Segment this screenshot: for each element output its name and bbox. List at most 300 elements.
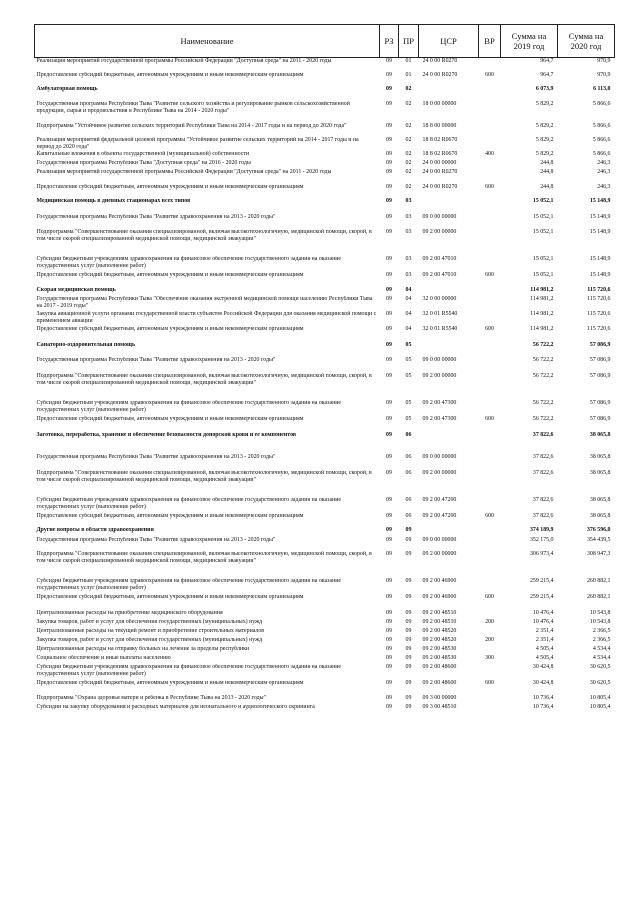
table-row xyxy=(35,578,615,594)
cell-name: Предоставление субсидий бюджетным, автономным учреждениям и иным некоммерческим организациям xyxy=(36,326,304,332)
cell-sum-2019: 114 981,2 xyxy=(530,311,554,317)
cell-name: Капитальные вложения в объекты государственной (муниципальной) собственности xyxy=(36,151,250,157)
cell-rz: 09 xyxy=(386,373,392,379)
cell-rz: 09 xyxy=(386,695,392,701)
cell-pr: 02 xyxy=(405,169,412,175)
cell-vr xyxy=(479,497,501,513)
cell-csr: 09 2 00 48510 xyxy=(422,610,457,616)
table-row xyxy=(35,416,615,432)
table-row xyxy=(35,101,615,123)
cell-vr xyxy=(479,527,501,537)
table-row xyxy=(35,357,615,373)
cell-vr xyxy=(479,169,501,184)
cell-pr: 03 xyxy=(405,198,412,204)
header-rz: РЗ xyxy=(380,25,399,58)
cell-sum-2019: 244,8 xyxy=(540,169,554,175)
cell-rz: 09 xyxy=(386,680,392,686)
cell-vr: 600 xyxy=(485,594,494,600)
cell-pr: 02 xyxy=(405,151,412,157)
cell-sum-2020: 115 720,6 xyxy=(587,326,611,332)
cell-rz: 09 xyxy=(386,86,392,92)
cell-pr: 06 xyxy=(405,432,412,438)
cell-vr xyxy=(479,58,501,73)
cell-csr: 09 3 00 00000 xyxy=(422,695,457,701)
table-row xyxy=(35,296,615,311)
cell-vr: 600 xyxy=(485,72,494,78)
cell-vr: 600 xyxy=(485,272,494,278)
cell-sum-2020: 57 086,9 xyxy=(589,373,611,379)
cell-sum-2019: 259 215,4 xyxy=(529,594,554,600)
cell-csr: 09 2 00 47200 xyxy=(422,497,457,503)
cell-rz: 09 xyxy=(386,578,392,584)
cell-sum-2019: 30 424,8 xyxy=(532,664,554,670)
cell-pr: 09 xyxy=(405,680,412,686)
cell-sum-2019: 37 822,6 xyxy=(532,470,554,476)
cell-name: Государственная программа Республики Тыва "Развитие здравоохранения на 2013 - 2020 годы" xyxy=(36,537,276,543)
table-row xyxy=(35,610,615,619)
cell-rz: 09 xyxy=(386,101,392,107)
cell-pr: 09 xyxy=(405,695,412,701)
cell-pr: 05 xyxy=(405,357,412,363)
cell-rz: 09 xyxy=(386,214,392,220)
cell-sum-2019: 15 052,1 xyxy=(532,256,554,262)
cell-csr: 09 2 00 46900 xyxy=(422,578,457,584)
cell-vr xyxy=(479,229,501,256)
cell-vr: 200 xyxy=(485,637,494,643)
cell-csr: 09 2 00 00000 xyxy=(422,551,457,557)
cell-sum-2020: 246,3 xyxy=(597,184,611,190)
cell-sum-2020: 2 366,5 xyxy=(592,628,611,634)
table-row xyxy=(35,160,615,169)
table-row xyxy=(35,272,615,287)
cell-sum-2019: 10 476,4 xyxy=(532,619,554,625)
table-row xyxy=(35,637,615,646)
budget-table xyxy=(34,24,615,719)
cell-name: Социальное обеспечение и иные выплаты населению xyxy=(36,655,171,661)
cell-vr: 300 xyxy=(485,655,494,661)
cell-sum-2019: 114 981,2 xyxy=(530,326,554,332)
table-row xyxy=(35,72,615,86)
table-row xyxy=(35,664,615,680)
cell-name: Закупка товаров, работ и услуг для обеспечения государственных (муниципальных) нужд xyxy=(36,637,263,643)
cell-vr xyxy=(479,198,501,214)
cell-csr: 18 8 02 R0670 xyxy=(422,137,458,143)
cell-rz: 09 xyxy=(386,160,392,166)
cell-vr: 400 xyxy=(485,151,494,157)
cell-vr: 600 xyxy=(485,184,494,190)
cell-sum-2019: 15 052,1 xyxy=(532,198,554,204)
cell-sum-2019: 5 829,2 xyxy=(535,123,554,129)
cell-sum-2019: 259 215,4 xyxy=(529,578,554,584)
table-row xyxy=(35,537,615,551)
cell-sum-2019: 2 351,4 xyxy=(535,628,554,634)
cell-sum-2019: 4 505,4 xyxy=(535,655,554,661)
cell-pr: 03 xyxy=(405,214,412,220)
cell-rz: 09 xyxy=(386,256,392,262)
cell-sum-2020: 15 148,9 xyxy=(589,229,611,235)
cell-sum-2019: 244,8 xyxy=(540,160,554,166)
cell-sum-2019: 2 351,4 xyxy=(535,637,554,643)
cell-name: Подпрограмма "Охрана здоровья матери и ребенка в Республике Тыва на 2013 - 2020 годы" xyxy=(36,695,267,701)
cell-csr xyxy=(419,86,479,101)
cell-rz: 09 xyxy=(386,311,392,317)
cell-sum-2020: 376 596,0 xyxy=(586,527,611,533)
cell-csr: 09 2 00 47010 xyxy=(422,272,457,278)
cell-pr: 09 xyxy=(405,578,412,584)
cell-name: Государственная программа Республики Тыва "Развитие здравоохранения на 2013 - 2020 годы" xyxy=(36,214,276,220)
cell-vr xyxy=(479,256,501,272)
table-row xyxy=(35,342,615,357)
cell-sum-2019: 56 722,2 xyxy=(532,416,554,422)
cell-name: Предоставление субсидий бюджетным, автономным учреждениям и иным некоммерческим организациям xyxy=(36,184,304,190)
cell-sum-2019: 56 722,2 xyxy=(532,342,554,348)
cell-sum-2020: 30 620,5 xyxy=(589,680,611,686)
cell-sum-2020: 5 866,6 xyxy=(592,123,611,129)
cell-pr: 02 xyxy=(405,160,412,166)
cell-sum-2019: 244,8 xyxy=(540,184,554,190)
cell-sum-2019: 10 736,4 xyxy=(532,704,554,710)
header-sum-2019: Сумма на 2019 год xyxy=(501,25,558,58)
table-row xyxy=(35,400,615,416)
cell-csr: 09 2 00 48520 xyxy=(422,628,457,634)
cell-sum-2020: 38 065,8 xyxy=(589,432,611,438)
cell-sum-2020: 115 720,6 xyxy=(587,311,611,317)
cell-sum-2020: 15 148,9 xyxy=(589,214,611,220)
cell-csr: 09 2 00 00000 xyxy=(422,470,457,476)
cell-rz: 09 xyxy=(386,497,392,503)
table-row xyxy=(35,311,615,326)
cell-csr: 09 2 00 47300 xyxy=(422,400,457,406)
cell-rz: 09 xyxy=(386,416,392,422)
cell-csr: 09 2 00 48600 xyxy=(422,664,457,670)
cell-name: Предоставление субсидий бюджетным, автономным учреждениям и иным некоммерческим организациям xyxy=(36,594,304,600)
cell-name: Государственная программа Республики Тыва "Обеспечение оказания экстренной медицинской помощи населению Республики Тыва на 2017 - 2019 годы" xyxy=(36,296,373,309)
cell-name: Государственная программа Республики Тыва "Развитие здравоохранения на 2013 - 2020 годы" xyxy=(36,357,276,363)
cell-sum-2020: 57 086,9 xyxy=(589,342,611,348)
cell-vr xyxy=(479,86,501,101)
cell-name: Подпрограмма "Совершенствование оказания специализированной, включая высокотехнологичную, медицинской помощи, скорой, в том числе скорой специализированной медицинской помощи, медицинской эвакуации" xyxy=(36,551,372,564)
cell-rz: 09 xyxy=(386,527,392,533)
cell-rz: 09 xyxy=(386,704,392,710)
cell-name: Субсидии бюджетным учреждениям здравоохранения на финансовое обеспечение государственного задания на оказание государственных услуг (выполнение работ) xyxy=(36,400,342,413)
cell-vr xyxy=(479,454,501,470)
cell-sum-2019: 5 829,2 xyxy=(535,137,554,143)
cell-name: Реализация мероприятий федеральной целевой программы "Устойчивое развитие сельских территорий на 2014 - 2017 годы и на период до 2020 года" xyxy=(36,137,359,150)
cell-rz: 09 xyxy=(386,537,392,543)
cell-pr: 06 xyxy=(405,497,412,503)
cell-sum-2020: 970,9 xyxy=(597,72,611,78)
header-vr: ВР xyxy=(479,25,501,58)
cell-sum-2020: 10 805,4 xyxy=(589,695,611,701)
cell-csr: 24 0 00 R0270 xyxy=(422,184,458,190)
cell-sum-2020: 10 805,4 xyxy=(589,704,611,710)
cell-pr: 06 xyxy=(405,454,412,460)
cell-rz: 09 xyxy=(386,619,392,625)
cell-sum-2019: 5 829,2 xyxy=(535,101,554,107)
header-pr: ПР xyxy=(399,25,419,58)
cell-vr: 600 xyxy=(485,416,494,422)
table-row xyxy=(35,373,615,400)
cell-csr: 09 2 00 48520 xyxy=(422,637,457,643)
cell-rz: 09 xyxy=(386,454,392,460)
cell-name: Субсидии на закупку оборудования и расходных материалов для неонатального и аудиологического скрининга xyxy=(36,704,315,710)
cell-csr xyxy=(419,342,479,357)
cell-pr: 03 xyxy=(405,229,412,235)
cell-rz: 09 xyxy=(386,58,392,64)
table-row xyxy=(35,527,615,537)
cell-vr xyxy=(479,470,501,497)
table-row xyxy=(35,551,615,578)
cell-name: Субсидии бюджетным учреждениям здравоохранения на финансовое обеспечение государственного задания на оказание государственных услуг (выполнение работ) xyxy=(36,256,342,269)
table-row xyxy=(35,151,615,160)
table-row xyxy=(35,287,615,296)
cell-csr xyxy=(419,527,479,537)
table-row xyxy=(35,184,615,198)
cell-vr: 600 xyxy=(485,326,494,332)
cell-sum-2019: 37 822,6 xyxy=(532,432,554,438)
cell-rz: 09 xyxy=(386,646,392,652)
cell-rz: 09 xyxy=(386,513,392,519)
cell-rz: 09 xyxy=(386,137,392,143)
cell-vr xyxy=(479,123,501,137)
cell-sum-2019: 6 073,9 xyxy=(535,86,554,92)
cell-csr xyxy=(419,287,479,296)
cell-sum-2019: 37 822,6 xyxy=(532,454,554,460)
cell-vr: 600 xyxy=(485,680,494,686)
cell-rz: 09 xyxy=(386,123,392,129)
cell-name: Субсидии бюджетным учреждениям здравоохранения на финансовое обеспечение государственного задания на оказание государственных услуг (выполнение работ) xyxy=(36,664,342,677)
cell-name: Реализация мероприятий государственной программы Российской Федерации "Доступная среда" на 2011 - 2020 годы xyxy=(36,169,332,175)
cell-csr: 09 0 00 00000 xyxy=(422,537,457,543)
cell-csr: 09 2 00 47300 xyxy=(422,416,457,422)
cell-rz: 09 xyxy=(386,229,392,235)
cell-pr: 09 xyxy=(405,628,412,634)
cell-rz: 09 xyxy=(386,594,392,600)
cell-csr: 09 0 00 00000 xyxy=(422,454,457,460)
table-row xyxy=(35,680,615,695)
table-row xyxy=(35,58,615,73)
cell-csr: 09 3 00 48510 xyxy=(422,704,457,710)
cell-rz: 09 xyxy=(386,610,392,616)
cell-pr: 04 xyxy=(405,326,412,332)
cell-sum-2020: 38 065,8 xyxy=(589,454,611,460)
cell-name: Централизованные расходы на приобретение медицинского оборудования xyxy=(36,610,223,616)
cell-csr: 09 2 00 47010 xyxy=(422,256,457,262)
cell-sum-2020: 4 534,4 xyxy=(592,646,611,652)
cell-vr xyxy=(479,704,501,719)
cell-csr: 32 0 01 R5540 xyxy=(422,311,458,317)
cell-vr xyxy=(479,432,501,454)
cell-rz: 09 xyxy=(386,198,392,204)
cell-vr xyxy=(479,578,501,594)
table-row xyxy=(35,137,615,151)
cell-name: Подпрограмма "Совершенствование оказания специализированной, включая высокотехнологичную, медицинской помощи, скорой, в том числе скорой специализированной медицинской помощи, медицинской эвакуации" xyxy=(36,229,372,242)
cell-sum-2019: 5 829,2 xyxy=(535,151,554,157)
cell-sum-2020: 246,3 xyxy=(597,160,611,166)
cell-sum-2019: 10 476,4 xyxy=(532,610,554,616)
cell-csr xyxy=(419,198,479,214)
cell-name: Закупка товаров, работ и услуг для обеспечения государственных (муниципальных) нужд xyxy=(36,619,263,625)
cell-rz: 09 xyxy=(386,287,392,293)
cell-name: Предоставление субсидий бюджетным, автономным учреждениям и иным некоммерческим организациям xyxy=(36,272,304,278)
cell-pr: 09 xyxy=(405,704,412,710)
cell-pr: 09 xyxy=(405,664,412,670)
cell-pr: 09 xyxy=(405,655,412,661)
cell-vr xyxy=(479,287,501,296)
table-row xyxy=(35,619,615,628)
cell-rz: 09 xyxy=(386,628,392,634)
cell-pr: 06 xyxy=(405,513,412,519)
cell-sum-2020: 115 720,6 xyxy=(587,287,611,293)
cell-rz: 09 xyxy=(386,551,392,557)
cell-csr: 09 2 00 46900 xyxy=(422,594,457,600)
cell-csr: 09 0 00 00000 xyxy=(422,357,457,363)
cell-sum-2020: 6 113,0 xyxy=(593,86,611,92)
cell-pr: 03 xyxy=(405,272,412,278)
cell-csr: 09 2 00 47200 xyxy=(422,513,457,519)
cell-sum-2020: 30 620,5 xyxy=(589,664,611,670)
cell-sum-2019: 114 981,2 xyxy=(530,287,554,293)
cell-sum-2020: 246,3 xyxy=(597,169,611,175)
cell-rz: 09 xyxy=(386,184,392,190)
cell-pr: 03 xyxy=(405,256,412,262)
cell-vr xyxy=(479,628,501,637)
table-body xyxy=(35,58,615,720)
table-row xyxy=(35,704,615,719)
cell-pr: 04 xyxy=(405,296,412,302)
cell-vr xyxy=(479,610,501,619)
table-row xyxy=(35,86,615,101)
cell-sum-2020: 4 534,4 xyxy=(592,655,611,661)
cell-pr: 02 xyxy=(405,123,412,129)
cell-vr xyxy=(479,695,501,704)
cell-pr: 02 xyxy=(405,137,412,143)
cell-name: Подпрограмма "Совершенствование оказания специализированной, включая высокотехнологичную, медицинской помощи, скорой, в том числе скорой специализированной медицинской помощи, медицинской эвакуации" xyxy=(36,470,372,483)
cell-sum-2020: 5 866,6 xyxy=(592,137,611,143)
cell-csr: 18 0 00 00000 xyxy=(422,101,457,107)
cell-name: Государственная программа Республики Тыва "Развитие сельского хозяйства и регулирование рынков сельскохозяйственной продукции, сырья и продовольствия в Республике Тыва на 2014 - 2020 годы" xyxy=(36,101,350,114)
cell-csr: 09 2 00 48600 xyxy=(422,680,457,686)
cell-sum-2019: 37 822,6 xyxy=(532,497,554,503)
cell-sum-2020: 260 882,1 xyxy=(586,594,611,600)
cell-csr: 09 2 00 48510 xyxy=(422,619,457,625)
cell-sum-2020: 38 065,8 xyxy=(589,513,611,519)
cell-name: Другие вопросы в области здравоохранения xyxy=(36,527,154,533)
table-row xyxy=(35,695,615,704)
cell-rz: 09 xyxy=(386,72,392,78)
cell-sum-2020: 38 065,8 xyxy=(589,470,611,476)
cell-vr: 200 xyxy=(485,619,494,625)
cell-pr: 02 xyxy=(405,101,412,107)
cell-name: Государственная программа Республики Тыва "Доступная среда" на 2016 - 2020 годы xyxy=(36,160,251,166)
cell-sum-2019: 56 722,2 xyxy=(532,357,554,363)
cell-sum-2020: 5 866,6 xyxy=(592,151,611,157)
cell-pr: 09 xyxy=(405,637,412,643)
table-row xyxy=(35,169,615,184)
cell-vr xyxy=(479,137,501,151)
cell-csr: 09 2 00 00000 xyxy=(422,229,457,235)
cell-sum-2019: 37 822,6 xyxy=(532,513,554,519)
cell-sum-2020: 354 439,5 xyxy=(586,537,611,543)
table-row xyxy=(35,497,615,513)
cell-pr: 05 xyxy=(405,416,412,422)
cell-name: Субсидии бюджетным учреждениям здравоохранения на финансовое обеспечение государственного задания на оказание государственных услуг (выполнение работ) xyxy=(36,497,342,510)
cell-sum-2020: 15 148,9 xyxy=(589,198,611,204)
table-row xyxy=(35,256,615,272)
cell-name: Медицинская помощь в дневных стационарах всех типов xyxy=(36,198,191,204)
cell-name: Предоставление субсидий бюджетным, автономным учреждениям и иным некоммерческим организациям xyxy=(36,416,304,422)
cell-sum-2020: 260 882,1 xyxy=(586,578,611,584)
cell-sum-2020: 15 148,9 xyxy=(589,256,611,262)
cell-rz: 09 xyxy=(386,357,392,363)
cell-rz: 09 xyxy=(386,655,392,661)
cell-name: Подпрограмма "Устойчивое развитие сельских территорий Республики Тыва на 2014 - 2017 годы и на период до 2020 года" xyxy=(36,123,347,129)
cell-sum-2019: 374 189,9 xyxy=(529,527,554,533)
table-row xyxy=(35,513,615,527)
cell-vr xyxy=(479,537,501,551)
cell-vr xyxy=(479,646,501,655)
table-row xyxy=(35,123,615,137)
cell-sum-2020: 57 086,9 xyxy=(589,357,611,363)
cell-sum-2019: 15 052,1 xyxy=(532,272,554,278)
table-header xyxy=(35,25,615,58)
cell-sum-2020: 970,9 xyxy=(597,58,611,64)
cell-vr xyxy=(479,357,501,373)
cell-name: Заготовка, переработка, хранение и обеспечение безопасности донорской крови и ее компонентов xyxy=(36,432,297,438)
cell-pr: 09 xyxy=(405,527,412,533)
cell-name: Подпрограмма "Совершенствование оказания специализированной, включая высокотехнологичную, медицинской помощи, скорой, в том числе скорой специализированной медицинской помощи, медицинской эвакуации" xyxy=(36,373,372,386)
cell-sum-2019: 964,7 xyxy=(540,72,554,78)
cell-rz: 09 xyxy=(386,169,392,175)
cell-sum-2019: 964,7 xyxy=(540,58,554,64)
table-row xyxy=(35,454,615,470)
cell-name: Реализация мероприятий государственной программы Российской Федерации "Доступная среда" на 2011 - 2020 годы xyxy=(36,58,332,64)
cell-rz: 09 xyxy=(386,664,392,670)
cell-rz: 09 xyxy=(386,272,392,278)
cell-name: Предоставление субсидий бюджетным, автономным учреждениям и иным некоммерческим организациям xyxy=(36,72,304,78)
cell-rz: 09 xyxy=(386,432,392,438)
cell-sum-2019: 352 175,0 xyxy=(529,537,554,543)
cell-sum-2020: 57 086,9 xyxy=(589,400,611,406)
cell-pr: 09 xyxy=(405,594,412,600)
cell-vr xyxy=(479,664,501,680)
cell-name: Централизованные расходы на текущий ремонт и приобретение строительных материалов xyxy=(36,628,265,634)
cell-csr xyxy=(419,432,479,454)
table-row xyxy=(35,594,615,610)
cell-sum-2019: 56 722,2 xyxy=(532,400,554,406)
cell-pr: 01 xyxy=(405,72,412,78)
cell-csr: 24 0 00 00000 xyxy=(422,160,457,166)
cell-vr xyxy=(479,342,501,357)
cell-pr: 01 xyxy=(405,58,412,64)
cell-pr: 04 xyxy=(405,311,412,317)
cell-rz: 09 xyxy=(386,151,392,157)
cell-pr: 05 xyxy=(405,400,412,406)
cell-sum-2019: 4 505,4 xyxy=(535,646,554,652)
cell-sum-2020: 10 543,8 xyxy=(589,619,611,625)
cell-vr xyxy=(479,214,501,229)
cell-vr xyxy=(479,551,501,578)
cell-pr: 06 xyxy=(405,470,412,476)
cell-vr xyxy=(479,296,501,311)
cell-name: Санаторно-оздоровительная помощь xyxy=(36,342,136,348)
table-row xyxy=(35,646,615,655)
table-row xyxy=(35,214,615,229)
cell-csr: 24 0 00 R0270 xyxy=(422,72,458,78)
table-row xyxy=(35,326,615,342)
cell-csr: 18 8 02 R0670 xyxy=(422,151,458,157)
table-row xyxy=(35,198,615,214)
